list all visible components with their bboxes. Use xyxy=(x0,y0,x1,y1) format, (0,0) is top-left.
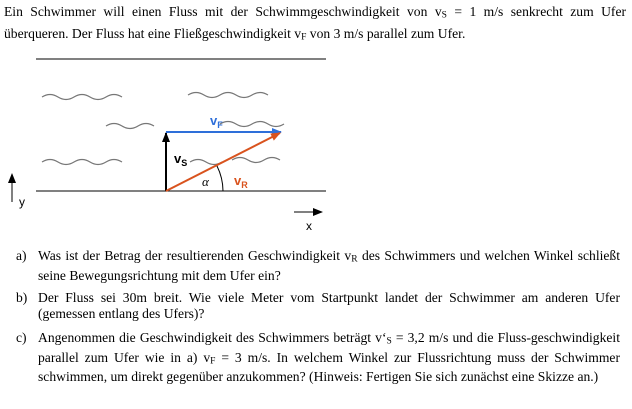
intro-text-3: von 3 m/s parallel zum Ufer. xyxy=(306,25,466,41)
question-a-text: Was ist der Betrag der resultierenden Geschwindigkeit $v_R$ des Schwimmers und welchen Winkel schließt seine Bewegungsrichtung mit dem Ufer ein? xyxy=(38,248,620,283)
vf-label: $v_F$ xyxy=(210,113,223,130)
vs-label: $v_S$ xyxy=(174,151,188,168)
question-c-text: Angenommen die Geschwindigkeit des Schwimmers beträgt $v‘_S = 3,2$ m/s und die Fluss-geschwindigkeit parallel zum Ufer wie in a) $v_F = 3$ m/s. In welchem Winkel zur Flussrichtung muss der Schwimmer schwimmen, um direkt gegenüber anzukommen? (Hinweis: Fertigen Sie sich zunächst eine Skizze an.) xyxy=(38,330,620,385)
alpha-label: α xyxy=(202,174,209,189)
alpha-arc xyxy=(217,166,223,191)
x-axis-label: x xyxy=(306,219,312,233)
intro-text-2: = 1 m/s senkrecht zum Ufer überqueren. Der Fluss hat eine Fließgeschwindigkeit v xyxy=(4,4,627,41)
intro-paragraph xyxy=(4,3,626,46)
intro-sub-f: F xyxy=(301,32,307,43)
question-b-label: b) xyxy=(16,290,28,305)
intro-text-1: Ein Schwimmer will einen Fluss mit der Schwimmgeschwindigkeit von v xyxy=(4,4,442,19)
water-waves xyxy=(42,93,284,165)
question-b-text: Der Fluss sei 30m breit. Wie viele Meter vom Startpunkt landet der Schwimmer am anderen Ufer (gemessen entlang des Ufers)? xyxy=(38,290,620,321)
y-axis-label: y xyxy=(19,195,25,209)
question-a-label: a) xyxy=(16,248,27,263)
question-c-label: c) xyxy=(16,330,27,345)
river-vector-diagram xyxy=(0,44,632,234)
vr-label: $v_R$ xyxy=(234,173,248,190)
intro-sub-s: S xyxy=(441,10,447,21)
